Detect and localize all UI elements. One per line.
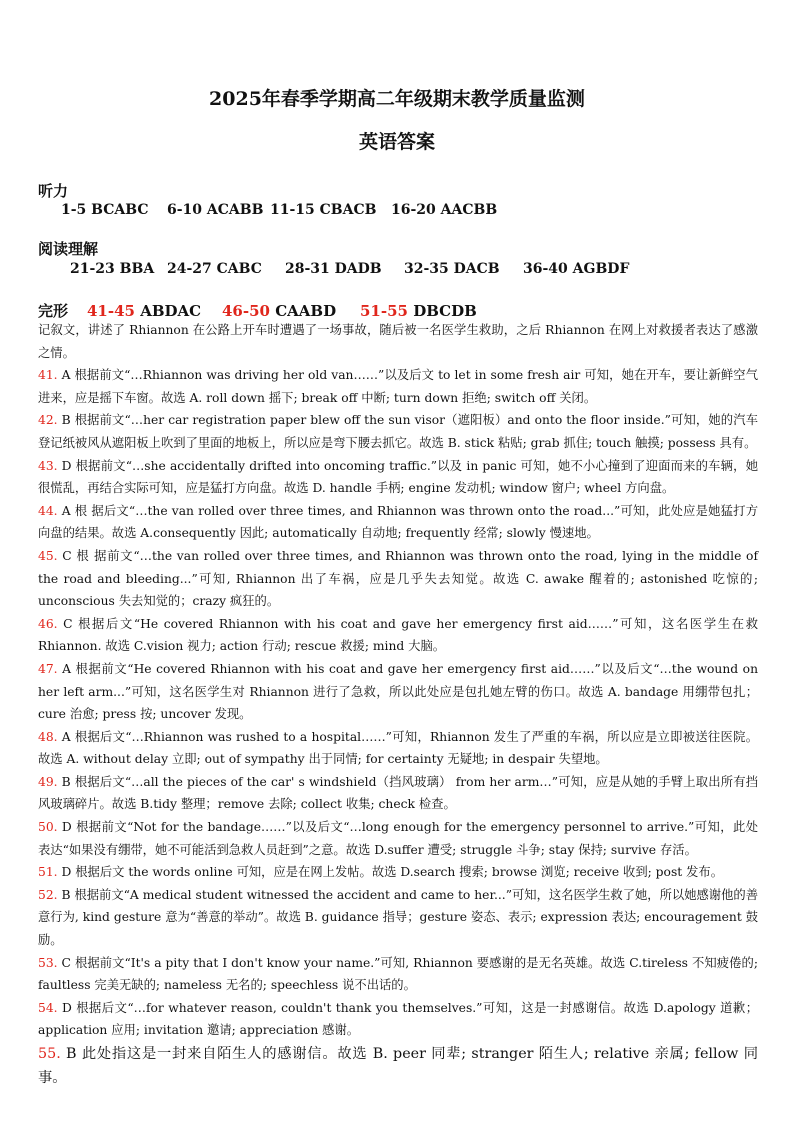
item-number: 54.: [38, 1000, 58, 1015]
explanation-item: [38, 771, 758, 816]
item-number: 55.: [38, 1046, 61, 1062]
item-text: C 根 据前文“…the van rolled over three times, and Rhiannon was thrown onto the road, lying in the middle of the road and bleeding...”可知, Rhiannon 出了车祸，应是几乎失去知觉。故选 C. awake 醒着的; astonished 吃惊的; unconscious 失去知觉的；crazy 疯狂的。: [38, 548, 758, 609]
item-text: B 根据后文“…all the pieces of the car' s windshield（挡风玻璃） from her arm…”可知，应是从她的手臂上取出所有挡风玻璃碎片。故选 B.tidy 整理；remove 去除; collect 收集; check 检查。: [38, 774, 758, 812]
item-text: C 根据后文“He covered Rhiannon with his coat and gave her emergency first aid……”可知，这名医学生在救 Rhiannon. 故选 C.vision 视力; action 行动; rescue 救援; mind 大脑。: [38, 616, 758, 654]
item-text: A 根据前文“…Rhiannon was driving her old van……”以及后文 to let in some fresh air 可知，她在开车，要让新鲜空气进来，应是摇下车窗。故选 A. roll down 摇下; break off 中断; turn down 拒绝; switch off 关闭。: [38, 368, 758, 405]
explanation-item: [38, 816, 758, 861]
item-text: D 根据前文“…she accidentally drifted into oncoming traffic.”以及 in panic 可知，她不小心撞到了迎面而来的车辆，她很慌乱，再结合实际可知，应是猛打方向盘。故选 D. handle 手柄; engine 发动机; window 窗户; wheel 方向盘。: [38, 458, 758, 496]
explanation-item: [38, 726, 758, 771]
passage-summary: 记叙文，讲述了 Rhiannon 在公路上开车时遭遇了一场事故，随后被一名医学生救助，之后 Rhiannon 在网上对救援者表达了感激之情。: [38, 323, 758, 360]
answer-group: 21-23 BBA: [70, 261, 155, 277]
item-text: D 根据前文“Not for the bandage……”以及后文“…long enough for the emergency personnel to arrive.”可知，此处表达“如果没有绷带，她不可能活到急救人员赶到”之意。故选 D.suffer 遭受; struggle 斗争; stay 保持; survive 存活。: [38, 820, 758, 857]
section-cloze-label: 完形: [38, 302, 69, 320]
answer-group: 36-40 AGBDF: [523, 261, 630, 277]
answer-range: 51-55: [360, 302, 408, 320]
listening-answers: [61, 202, 497, 218]
answer-group: CAABD: [275, 302, 337, 320]
explanation-item: [38, 613, 758, 658]
explanation-item: [38, 500, 758, 545]
answer-group: 28-31 DADB: [285, 261, 382, 277]
explanation-item: [38, 658, 758, 726]
item-number: 49.: [38, 774, 58, 789]
item-number: 50.: [38, 820, 58, 835]
answer-group: 11-15 CBACB: [270, 202, 377, 218]
item-number: 48.: [38, 729, 58, 744]
answer-group: 16-20 AACBB: [391, 202, 498, 218]
explanation-item: [38, 545, 758, 613]
cloze-answers: [38, 300, 477, 321]
explanation-item: [38, 364, 758, 409]
answer-group: 1-5 BCABC: [61, 202, 149, 218]
explanation-item: [38, 997, 758, 1042]
answer-group: 32-35 DACB: [404, 261, 500, 277]
section-reading-label: 阅读理解: [38, 240, 99, 258]
explanation-item: [38, 884, 758, 952]
explanation-item: [38, 952, 758, 997]
item-text: D 根据后文“…for whatever reason, couldn't thank you themselves.”可知，这是一封感谢信。故选 D.apology 道歉；application 应用; invitation 邀请; appreciation 感谢。: [38, 1000, 758, 1038]
item-number: 42.: [38, 413, 58, 428]
explanation-item: [38, 1042, 758, 1090]
item-text: A 根 据后文“…the van rolled over three times, and Rhiannon was thrown onto the road...”可知，此处应是她猛打方向盘的结果。故选 A.consequently 因此; automatically 自动地; frequently 经常; slowly 慢速地。: [38, 503, 758, 541]
item-number: 44.: [38, 503, 58, 518]
item-number: 53.: [38, 955, 58, 970]
item-text: C 根据前文“It's a pity that I don't know your name.”可知, Rhiannon 要感谢的是无名英雄。故选 C.tireless 不知疲倦的; faultless 完美无缺的; nameless 无名的; speechless 说不出话的。: [38, 955, 758, 993]
answer-group: DBCDB: [413, 302, 477, 320]
item-number: 51.: [38, 865, 58, 880]
item-number: 52.: [38, 887, 58, 902]
section-listening-label: 听力: [38, 182, 69, 200]
item-number: 41.: [38, 368, 58, 383]
reading-answers: [70, 261, 629, 277]
answer-group: ABDAC: [140, 302, 202, 320]
explanation-item: [38, 409, 758, 454]
page-title: 2025年春季学期高二年级期末教学质量监测: [209, 88, 585, 110]
item-number: 46.: [38, 616, 58, 631]
item-number: 45.: [38, 548, 58, 563]
item-number: 43.: [38, 458, 58, 473]
page-subtitle: 英语答案: [358, 131, 435, 153]
explanation-item: [38, 455, 758, 500]
item-text: B 根据前文“…her car registration paper blew off the sun visor（遮阳板）and onto the floor inside.”可知，她的汽车登记纸被风从遮阳板上吹到了里面的地板上，所以应是弯下腰去抓它。故选 B. stick 粘贴; grab 抓住; touch 触摸; possess 具有。: [38, 413, 758, 450]
answer-range: 41-45: [87, 302, 135, 320]
answer-group: 6-10 ACABB: [167, 202, 264, 218]
item-text: B 根据前文“A medical student witnessed the accident and came to her...”可知，这名医学生救了她，所以她感谢他的善意行为, kind gesture 意为“善意的举动”。故选 B. guidance 指导；gesture 姿态、表示; expression 表达; encouragement 鼓励。: [38, 887, 758, 948]
explanation-item: [38, 861, 758, 884]
item-text: A 根据前文“He covered Rhiannon with his coat and gave her emergency first aid……”以及后文“…the wound on her left arm...”可知，这名医学生对 Rhiannon 进行了急救，所以此处应是包扎她左臂的伤口。故选 A. bandage 用绷带包扎；cure 治愈; press 按; uncover 发现。: [38, 661, 758, 722]
item-text: A 根据后文“…Rhiannon was rushed to a hospital……”可知，Rhiannon 发生了严重的车祸，所以应是立即被送往医院。故选 A. without delay 立即; out of sympathy 出于同情; for certainty 无疑地; in despair 失望地。: [38, 729, 758, 767]
item-text: B 此处指这是一封来自陌生人的感谢信。故选 B. peer 同辈; stranger 陌生人; relative 亲属; fellow 同事。: [38, 1046, 758, 1086]
item-text: D 根据后文 the words online 可知，应是在网上发帖。故选 D.search 搜索; browse 浏览; receive 收到; post 发布。: [57, 865, 724, 880]
item-number: 47.: [38, 661, 58, 676]
answer-range: 46-50: [222, 302, 270, 320]
cloze-explanations: [38, 319, 758, 1090]
answer-group: 24-27 CABC: [167, 261, 262, 277]
